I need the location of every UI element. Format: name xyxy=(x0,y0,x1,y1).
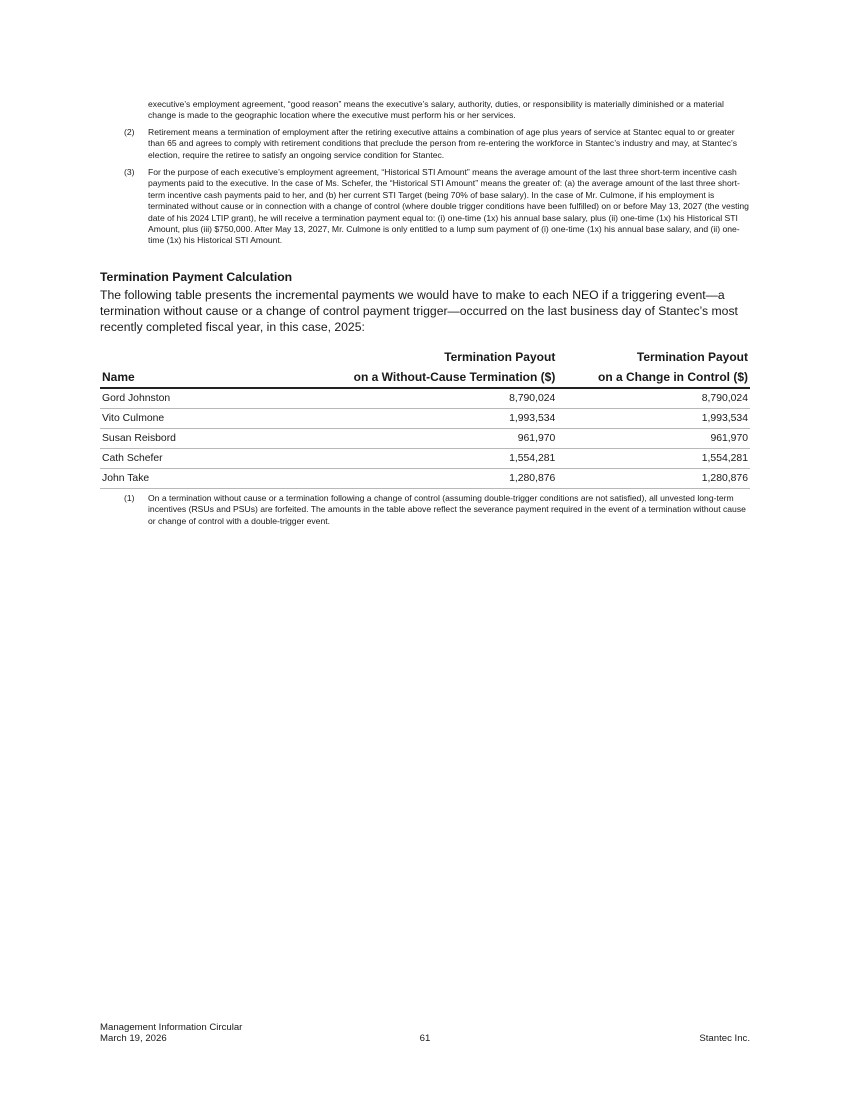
table-footnote xyxy=(124,493,750,527)
table-row xyxy=(100,429,750,449)
header-without-cause-line1: Termination Payout xyxy=(444,350,556,364)
footnote-1-continuation: executive’s employment agreement, “good reason” means the executive’s salary, authority, duties, or responsibility is materially diminished or a material change is made to the geographic location where the executive must perform his or her services. xyxy=(148,99,724,121)
cell-without-cause: 1,554,281 xyxy=(300,449,557,469)
section-intro: The following table presents the incremental payments we would have to make to each NEO if a triggering event—a termination without cause or a change of control payment trigger—occurred on the last business day of Stantec’s most recently completed fiscal year, in this case, 2025: xyxy=(100,288,738,335)
footnote-3 xyxy=(124,167,750,247)
footer-company: Stantec Inc. xyxy=(699,1033,750,1044)
cell-name: John Take xyxy=(100,469,300,489)
table-row xyxy=(100,388,750,409)
cell-without-cause: 8,790,024 xyxy=(300,388,557,409)
header-change-control-line2: on a Change in Control ($) xyxy=(557,367,750,388)
cell-name: Vito Culmone xyxy=(100,409,300,429)
footnote-number: (2) xyxy=(124,127,135,137)
termination-payout-table xyxy=(100,347,750,489)
footnote-text: On a termination without cause or a termination following a change of control (assuming double-trigger conditions are not satisfied), all unvested long-term incentives (RSUs and PSUs) are forfeited. The amounts in the table above reflect the severance payment required in the event of a termination without cause or change of control with a double-trigger event. xyxy=(148,493,746,526)
footnote-text: Retirement means a termination of employment after the retiring executive attains a combination of age plus years of service at Stantec equal to or greater than 65 and agrees to comply with retirement conditions that preclude the person from re-entering the workforce in Stantec’s industry and may, at Stantec’s election, require the retiree to satisfy an ongoing service condition for Stantec. xyxy=(148,127,737,160)
cell-name: Susan Reisbord xyxy=(100,429,300,449)
cell-without-cause: 1,280,876 xyxy=(300,469,557,489)
footnote-text: For the purpose of each executive’s employment agreement, “Historical STI Amount” means the average amount of the last three short-term incentive cash payments paid to the executive. In the case of Ms. Schefer, the “Historical STI Amount” means the greater of: (a) the average amount of the last three short-term incentive cash payments paid to her, and (b) her current STI Target (being 70% of base salary). In the case of Mr. Culmone, if his employment is terminated without cause or in connection with a change of control (where double trigger conditions have been fulfilled) on or before May 13, 2027 (the vesting date of his 2024 LTIP grant), he will receive a termination payment equal to: (i) one-time (1x) his annual base salary, plus (ii) one-time (1x) his Historical STI Amount, plus (iii) $750,000. After May 13, 2027, Mr. Culmone is only entitled to a lump sum payment of (i) one-time (1x) his annual base salary, and (ii) one-time (1x) his Historical STI Amount. xyxy=(148,167,749,246)
footnote-2 xyxy=(124,127,750,161)
cell-change-in-control: 1,280,876 xyxy=(557,469,750,489)
cell-change-in-control: 1,993,534 xyxy=(557,409,750,429)
table-header-row xyxy=(100,347,750,367)
cell-change-in-control: 8,790,024 xyxy=(557,388,750,409)
header-without-cause-line2: on a Without-Cause Termination ($) xyxy=(300,367,557,388)
page-number: 61 xyxy=(419,1033,431,1044)
footnote-number: (3) xyxy=(124,167,135,177)
section-heading: Termination Payment Calculation xyxy=(100,270,293,284)
table-row xyxy=(100,409,750,429)
cell-without-cause: 1,993,534 xyxy=(300,409,557,429)
cell-name: Cath Schefer xyxy=(100,449,300,469)
header-name: Name xyxy=(100,367,300,388)
table-row xyxy=(100,469,750,489)
footer-doc-title: Management Information Circular xyxy=(100,1022,243,1033)
cell-change-in-control: 961,970 xyxy=(557,429,750,449)
cell-change-in-control: 1,554,281 xyxy=(557,449,750,469)
table-row xyxy=(100,449,750,469)
footnote-number: (1) xyxy=(124,493,135,503)
table-header-row xyxy=(100,367,750,388)
footer-date: March 19, 2026 xyxy=(100,1033,167,1045)
header-change-control-line1: Termination Payout xyxy=(636,350,748,364)
cell-name: Gord Johnston xyxy=(100,388,300,409)
cell-without-cause: 961,970 xyxy=(300,429,557,449)
